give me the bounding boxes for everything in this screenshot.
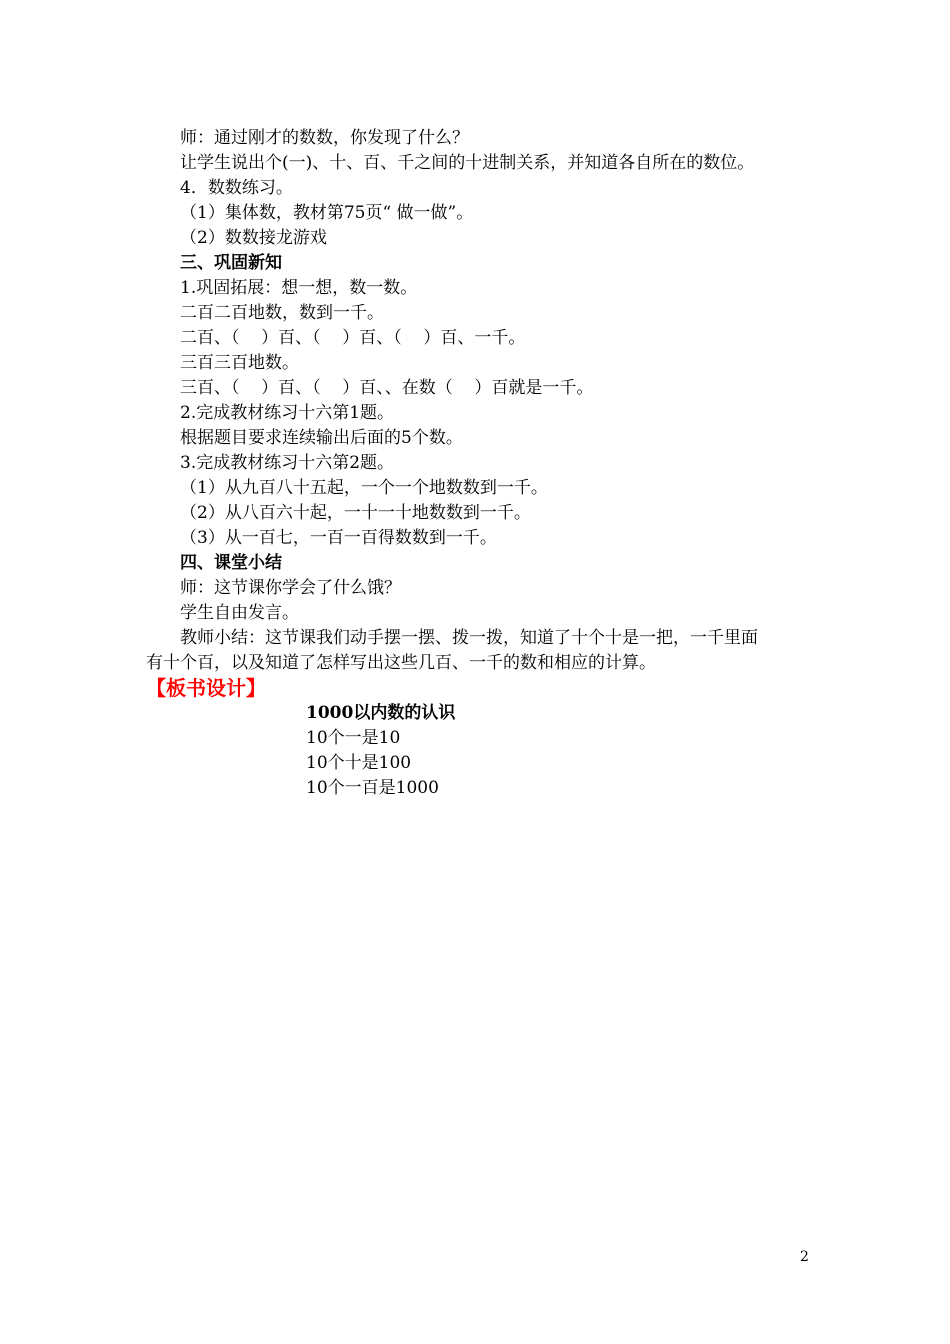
text-line: 三百、（ ）百、（ ）百、、在数（ ）百就是一千。 — [180, 378, 594, 398]
text-line: （1）集体数，教材第75页“ 做一做”。 — [180, 203, 474, 223]
text-line: 二百二百地数，数到一千。 — [180, 303, 384, 323]
text-line: 让学生说出个(一)、十、百、千之间的十进制关系，并知道各自所在的数位。 — [180, 153, 755, 173]
text-line: 2.完成教材练习十六第1题。 — [180, 403, 395, 423]
text-line: 师：这节课你学会了什么饿？ — [180, 578, 401, 598]
text-line: （3）从一百七，一百一百得数数到一千。 — [180, 528, 497, 548]
text-line: 三百三百地数。 — [180, 353, 299, 373]
section-heading: 三、巩固新知 — [180, 253, 282, 273]
section-heading: 四、课堂小结 — [180, 553, 282, 573]
text-line: 根据题目要求连续输出后面的5个数。 — [180, 428, 463, 448]
board-item: 10个一百是1000 — [306, 778, 439, 798]
text-line: 二百、（ ）百、（ ）百、（ ）百、一千。 — [180, 328, 526, 348]
board-item: 10个十是100 — [306, 753, 412, 773]
text-line: （1）从九百八十五起，一个一个地数数到一千。 — [180, 478, 548, 498]
text-line: （2）从八百六十起，一十一十地数数到一千。 — [180, 503, 531, 523]
text-line: 教师小结：这节课我们动手摆一摆、拨一拨，知道了十个十是一把，一千里面 — [180, 628, 758, 648]
page-number: 2 — [800, 1249, 809, 1265]
text-line: 1.巩固拓展：想一想，数一数。 — [180, 278, 418, 298]
board-title: 1000以内数的认识 — [306, 703, 456, 723]
text-line: 4．数数练习。 — [180, 178, 293, 198]
text-line: 3.完成教材练习十六第2题。 — [180, 453, 395, 473]
board-item: 10个一是10 — [306, 728, 401, 748]
text-line: 学生自由发言。 — [180, 603, 299, 623]
board-design-heading: 【板书设计】 — [146, 676, 266, 700]
text-line: 有十个百，以及知道了怎样写出这些几百、一千的数和相应的计算。 — [146, 653, 656, 673]
text-line: （2）数数接龙游戏 — [180, 228, 327, 248]
text-line: 师：通过刚才的数数，你发现了什么？ — [180, 128, 469, 148]
